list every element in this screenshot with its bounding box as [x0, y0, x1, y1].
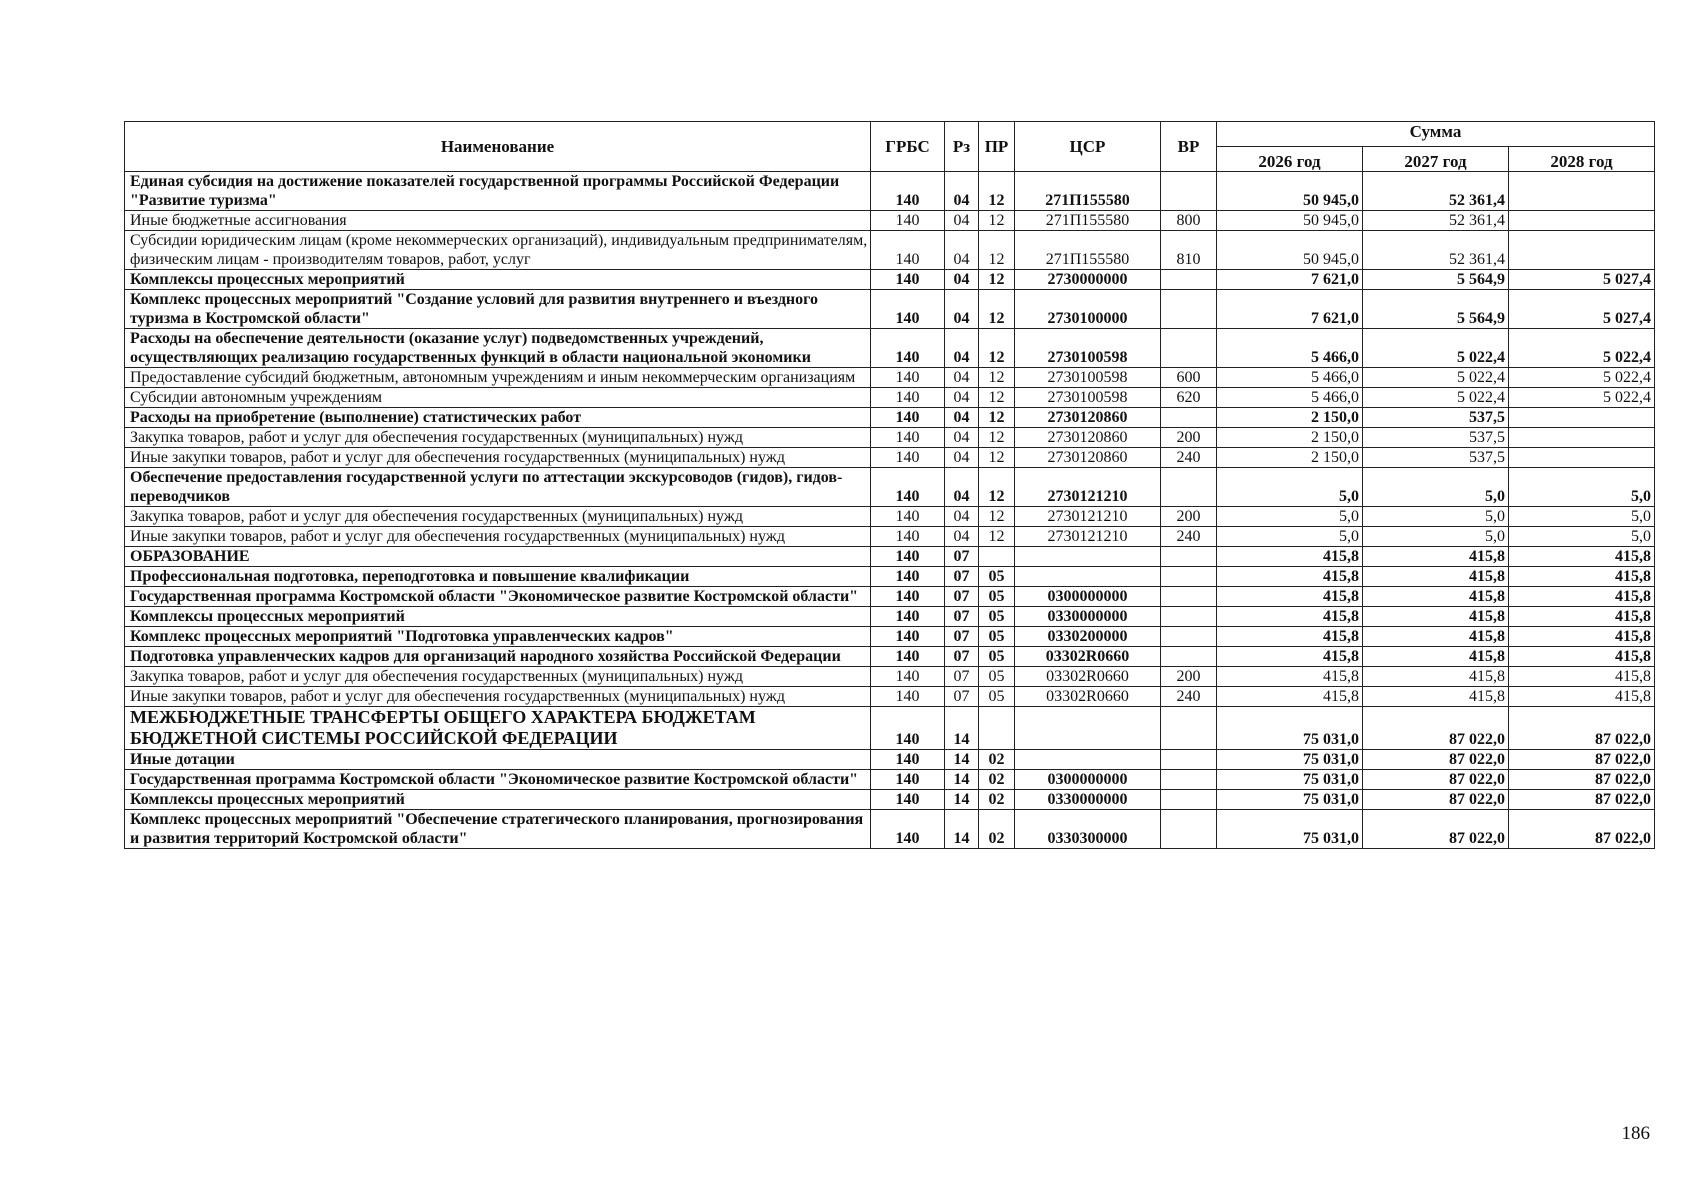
- cell-pr: 12: [979, 290, 1015, 329]
- cell-name: Предоставление субсидий бюджетным, автономным учреждениям и иным некоммерческим организациям: [125, 368, 871, 388]
- table-row: [125, 388, 1655, 408]
- cell-amount-2026: 415,8: [1217, 647, 1363, 667]
- cell-amount-2028: 415,8: [1509, 627, 1655, 647]
- table-row: [125, 468, 1655, 507]
- cell-amount-2027: 415,8: [1363, 667, 1509, 687]
- cell-name: МЕЖБЮДЖЕТНЫЕ ТРАНСФЕРТЫ ОБЩЕГО ХАРАКТЕРА БЮДЖЕТАМ БЮДЖЕТНОЙ СИСТЕМЫ РОССИЙСКОЙ ФЕДЕРАЦИИ: [125, 707, 871, 750]
- cell-amount-2026: 50 945,0: [1217, 211, 1363, 231]
- cell-amount-2028: 87 022,0: [1509, 810, 1655, 849]
- cell-vr: 240: [1161, 527, 1217, 547]
- cell-pr: 12: [979, 388, 1015, 408]
- cell-rz: 04: [945, 172, 979, 211]
- cell-amount-2028: [1509, 172, 1655, 211]
- cell-amount-2028: 5 022,4: [1509, 388, 1655, 408]
- cell-amount-2026: 75 031,0: [1217, 770, 1363, 790]
- cell-csr: 2730100598: [1015, 388, 1161, 408]
- cell-rz: 07: [945, 667, 979, 687]
- cell-grbs: 140: [871, 408, 945, 428]
- cell-vr: [1161, 468, 1217, 507]
- cell-csr: 2730121210: [1015, 507, 1161, 527]
- cell-amount-2027: 5,0: [1363, 527, 1509, 547]
- cell-vr: [1161, 408, 1217, 428]
- table-row: [125, 587, 1655, 607]
- cell-amount-2028: 5 022,4: [1509, 329, 1655, 368]
- cell-grbs: 140: [871, 270, 945, 290]
- cell-csr: [1015, 567, 1161, 587]
- cell-grbs: 140: [871, 290, 945, 329]
- cell-name: Иные закупки товаров, работ и услуг для обеспечения государственных (муниципальных) нужд: [125, 527, 871, 547]
- cell-csr: 2730100000: [1015, 290, 1161, 329]
- cell-amount-2027: 415,8: [1363, 647, 1509, 667]
- cell-amount-2026: 2 150,0: [1217, 448, 1363, 468]
- cell-pr: 05: [979, 647, 1015, 667]
- cell-amount-2026: 5 466,0: [1217, 368, 1363, 388]
- cell-name: Закупка товаров, работ и услуг для обеспечения государственных (муниципальных) нужд: [125, 428, 871, 448]
- cell-rz: 04: [945, 527, 979, 547]
- cell-amount-2028: 415,8: [1509, 687, 1655, 707]
- cell-csr: 2730121210: [1015, 468, 1161, 507]
- cell-rz: 07: [945, 587, 979, 607]
- header-grbs: ГРБС: [871, 122, 945, 172]
- cell-amount-2026: 415,8: [1217, 627, 1363, 647]
- cell-amount-2027: 52 361,4: [1363, 231, 1509, 270]
- table-row: [125, 428, 1655, 448]
- cell-grbs: 140: [871, 627, 945, 647]
- cell-amount-2026: 75 031,0: [1217, 750, 1363, 770]
- cell-vr: [1161, 290, 1217, 329]
- cell-grbs: 140: [871, 770, 945, 790]
- header-sum: Сумма: [1217, 122, 1655, 147]
- table-row: [125, 790, 1655, 810]
- cell-vr: [1161, 587, 1217, 607]
- cell-amount-2028: 5 027,4: [1509, 290, 1655, 329]
- cell-amount-2027: 87 022,0: [1363, 810, 1509, 849]
- cell-grbs: 140: [871, 211, 945, 231]
- header-year-2028: 2028 год: [1509, 147, 1655, 172]
- cell-amount-2026: 2 150,0: [1217, 408, 1363, 428]
- cell-amount-2027: 537,5: [1363, 408, 1509, 428]
- cell-name: Расходы на приобретение (выполнение) статистических работ: [125, 408, 871, 428]
- cell-grbs: 140: [871, 468, 945, 507]
- table-row: [125, 707, 1655, 750]
- cell-pr: 12: [979, 468, 1015, 507]
- cell-vr: [1161, 172, 1217, 211]
- cell-grbs: 140: [871, 607, 945, 627]
- cell-vr: [1161, 790, 1217, 810]
- cell-amount-2028: 87 022,0: [1509, 750, 1655, 770]
- cell-vr: [1161, 270, 1217, 290]
- cell-amount-2026: 75 031,0: [1217, 707, 1363, 750]
- cell-csr: 2730120860: [1015, 408, 1161, 428]
- cell-name: Государственная программа Костромской области "Экономическое развитие Костромской области": [125, 770, 871, 790]
- cell-grbs: 140: [871, 172, 945, 211]
- cell-amount-2028: [1509, 211, 1655, 231]
- cell-amount-2027: 87 022,0: [1363, 707, 1509, 750]
- cell-amount-2028: 415,8: [1509, 547, 1655, 567]
- cell-amount-2026: 50 945,0: [1217, 231, 1363, 270]
- cell-amount-2028: 415,8: [1509, 567, 1655, 587]
- cell-rz: 04: [945, 448, 979, 468]
- cell-grbs: 140: [871, 547, 945, 567]
- cell-amount-2026: 5,0: [1217, 468, 1363, 507]
- cell-vr: [1161, 329, 1217, 368]
- cell-csr: 2730120860: [1015, 428, 1161, 448]
- cell-amount-2026: 415,8: [1217, 547, 1363, 567]
- cell-grbs: 140: [871, 790, 945, 810]
- cell-csr: 2730100598: [1015, 368, 1161, 388]
- cell-vr: [1161, 567, 1217, 587]
- header-name: Наименование: [125, 122, 871, 172]
- cell-amount-2026: 5,0: [1217, 527, 1363, 547]
- cell-pr: 05: [979, 687, 1015, 707]
- cell-amount-2026: 415,8: [1217, 567, 1363, 587]
- cell-vr: 200: [1161, 428, 1217, 448]
- cell-pr: 12: [979, 448, 1015, 468]
- cell-pr: [979, 547, 1015, 567]
- cell-amount-2028: 5,0: [1509, 507, 1655, 527]
- cell-amount-2028: [1509, 428, 1655, 448]
- cell-amount-2027: 5,0: [1363, 468, 1509, 507]
- cell-vr: [1161, 707, 1217, 750]
- cell-pr: 12: [979, 172, 1015, 211]
- table-row: [125, 408, 1655, 428]
- cell-csr: [1015, 707, 1161, 750]
- cell-amount-2027: 5 022,4: [1363, 368, 1509, 388]
- cell-name: Комплексы процессных мероприятий: [125, 607, 871, 627]
- cell-pr: 12: [979, 527, 1015, 547]
- cell-amount-2027: 537,5: [1363, 448, 1509, 468]
- cell-name: Комплексы процессных мероприятий: [125, 790, 871, 810]
- cell-grbs: 140: [871, 750, 945, 770]
- cell-amount-2027: 5 564,9: [1363, 270, 1509, 290]
- cell-name: Иные дотации: [125, 750, 871, 770]
- cell-rz: 04: [945, 388, 979, 408]
- cell-vr: [1161, 810, 1217, 849]
- table-row: [125, 329, 1655, 368]
- cell-pr: 12: [979, 211, 1015, 231]
- table-row: [125, 687, 1655, 707]
- cell-amount-2027: 415,8: [1363, 607, 1509, 627]
- cell-grbs: 140: [871, 507, 945, 527]
- table-row: [125, 647, 1655, 667]
- cell-csr: [1015, 547, 1161, 567]
- table-row: [125, 211, 1655, 231]
- cell-amount-2027: 87 022,0: [1363, 770, 1509, 790]
- cell-vr: 200: [1161, 667, 1217, 687]
- table-row: [125, 667, 1655, 687]
- cell-amount-2028: 87 022,0: [1509, 790, 1655, 810]
- cell-csr: 0330300000: [1015, 810, 1161, 849]
- cell-amount-2026: 415,8: [1217, 667, 1363, 687]
- cell-rz: 04: [945, 270, 979, 290]
- cell-amount-2027: 415,8: [1363, 547, 1509, 567]
- cell-pr: 12: [979, 507, 1015, 527]
- cell-amount-2027: 415,8: [1363, 587, 1509, 607]
- cell-amount-2027: 415,8: [1363, 687, 1509, 707]
- cell-amount-2027: 5,0: [1363, 507, 1509, 527]
- cell-rz: 04: [945, 368, 979, 388]
- cell-amount-2026: 7 621,0: [1217, 290, 1363, 329]
- cell-name: Единая субсидия на достижение показателей государственной программы Российской Федерации "Развитие туризма": [125, 172, 871, 211]
- table-row: [125, 607, 1655, 627]
- table-row: [125, 810, 1655, 849]
- cell-amount-2026: 415,8: [1217, 587, 1363, 607]
- table-row: [125, 567, 1655, 587]
- cell-amount-2027: 52 361,4: [1363, 172, 1509, 211]
- cell-vr: 240: [1161, 448, 1217, 468]
- cell-amount-2027: 87 022,0: [1363, 750, 1509, 770]
- cell-grbs: 140: [871, 231, 945, 270]
- cell-name: Субсидии юридическим лицам (кроме некоммерческих организаций), индивидуальным предпринимателям, физическим лицам - производителям товаров, работ, услуг: [125, 231, 871, 270]
- cell-amount-2026: 5,0: [1217, 507, 1363, 527]
- cell-vr: [1161, 750, 1217, 770]
- cell-amount-2028: 415,8: [1509, 587, 1655, 607]
- cell-rz: 14: [945, 770, 979, 790]
- cell-rz: 04: [945, 211, 979, 231]
- cell-grbs: 140: [871, 810, 945, 849]
- cell-csr: 0300000000: [1015, 587, 1161, 607]
- cell-csr: 2730100598: [1015, 329, 1161, 368]
- cell-csr: 271П155580: [1015, 211, 1161, 231]
- cell-amount-2028: 5,0: [1509, 527, 1655, 547]
- cell-rz: 04: [945, 408, 979, 428]
- cell-rz: 14: [945, 707, 979, 750]
- cell-amount-2028: [1509, 231, 1655, 270]
- cell-pr: 02: [979, 790, 1015, 810]
- cell-vr: [1161, 607, 1217, 627]
- cell-grbs: 140: [871, 587, 945, 607]
- cell-name: Комплекс процессных мероприятий "Обеспечение стратегического планирования, прогнозирования и развития территорий Костромской области": [125, 810, 871, 849]
- cell-grbs: 140: [871, 647, 945, 667]
- cell-vr: 620: [1161, 388, 1217, 408]
- header-csr: ЦСР: [1015, 122, 1161, 172]
- cell-grbs: 140: [871, 448, 945, 468]
- cell-amount-2026: 415,8: [1217, 687, 1363, 707]
- cell-rz: 14: [945, 750, 979, 770]
- cell-rz: 07: [945, 687, 979, 707]
- header-pr: ПР: [979, 122, 1015, 172]
- cell-grbs: 140: [871, 527, 945, 547]
- cell-grbs: 140: [871, 667, 945, 687]
- cell-csr: [1015, 750, 1161, 770]
- cell-csr: 03302R0660: [1015, 647, 1161, 667]
- cell-vr: 600: [1161, 368, 1217, 388]
- cell-amount-2028: 5,0: [1509, 468, 1655, 507]
- cell-name: Закупка товаров, работ и услуг для обеспечения государственных (муниципальных) нужд: [125, 667, 871, 687]
- cell-name: Комплекс процессных мероприятий "Подготовка управленческих кадров": [125, 627, 871, 647]
- cell-grbs: 140: [871, 707, 945, 750]
- page-number: 186: [1621, 1123, 1650, 1144]
- cell-vr: [1161, 627, 1217, 647]
- cell-vr: [1161, 770, 1217, 790]
- cell-name: Иные бюджетные ассигнования: [125, 211, 871, 231]
- table-row: [125, 750, 1655, 770]
- cell-pr: 05: [979, 607, 1015, 627]
- cell-amount-2026: 2 150,0: [1217, 428, 1363, 448]
- cell-csr: 271П155580: [1015, 231, 1161, 270]
- cell-pr: 12: [979, 428, 1015, 448]
- cell-rz: 14: [945, 810, 979, 849]
- table-row: [125, 448, 1655, 468]
- cell-rz: 04: [945, 468, 979, 507]
- table-row: [125, 290, 1655, 329]
- cell-amount-2027: 5 564,9: [1363, 290, 1509, 329]
- cell-rz: 07: [945, 647, 979, 667]
- table-row: [125, 231, 1655, 270]
- cell-rz: 04: [945, 231, 979, 270]
- cell-pr: 05: [979, 587, 1015, 607]
- cell-rz: 07: [945, 627, 979, 647]
- table-row: [125, 627, 1655, 647]
- table-row: [125, 368, 1655, 388]
- header-vr: ВР: [1161, 122, 1217, 172]
- cell-name: Субсидии автономным учреждениям: [125, 388, 871, 408]
- cell-pr: 12: [979, 270, 1015, 290]
- cell-amount-2027: 5 022,4: [1363, 388, 1509, 408]
- cell-rz: 04: [945, 507, 979, 527]
- cell-amount-2027: 537,5: [1363, 428, 1509, 448]
- header-year-2027: 2027 год: [1363, 147, 1509, 172]
- table-row: [125, 507, 1655, 527]
- header-year-2026: 2026 год: [1217, 147, 1363, 172]
- cell-amount-2026: 5 466,0: [1217, 388, 1363, 408]
- header-rz: Рз: [945, 122, 979, 172]
- cell-name: Закупка товаров, работ и услуг для обеспечения государственных (муниципальных) нужд: [125, 507, 871, 527]
- cell-csr: 0300000000: [1015, 770, 1161, 790]
- cell-vr: 200: [1161, 507, 1217, 527]
- budget-table: [124, 121, 1655, 849]
- cell-amount-2028: 5 027,4: [1509, 270, 1655, 290]
- cell-name: Государственная программа Костромской области "Экономическое развитие Костромской области": [125, 587, 871, 607]
- cell-rz: 04: [945, 329, 979, 368]
- cell-pr: 02: [979, 810, 1015, 849]
- cell-csr: 0330200000: [1015, 627, 1161, 647]
- cell-name: Иные закупки товаров, работ и услуг для обеспечения государственных (муниципальных) нужд: [125, 687, 871, 707]
- cell-name: Комплекс процессных мероприятий "Создание условий для развития внутреннего и въездного туризма в Костромской области": [125, 290, 871, 329]
- cell-vr: 810: [1161, 231, 1217, 270]
- cell-csr: 2730120860: [1015, 448, 1161, 468]
- cell-amount-2026: 75 031,0: [1217, 810, 1363, 849]
- cell-rz: 04: [945, 290, 979, 329]
- cell-amount-2027: 52 361,4: [1363, 211, 1509, 231]
- cell-rz: 07: [945, 607, 979, 627]
- cell-pr: 12: [979, 329, 1015, 368]
- cell-csr: 0330000000: [1015, 790, 1161, 810]
- cell-pr: [979, 707, 1015, 750]
- cell-vr: 240: [1161, 687, 1217, 707]
- cell-amount-2028: 415,8: [1509, 607, 1655, 627]
- cell-amount-2027: 415,8: [1363, 567, 1509, 587]
- cell-amount-2028: 415,8: [1509, 667, 1655, 687]
- cell-name: Расходы на обеспечение деятельности (оказание услуг) подведомственных учреждений, осуществляющих реализацию государственных функций в области национальной экономики: [125, 329, 871, 368]
- cell-name: Иные закупки товаров, работ и услуг для обеспечения государственных (муниципальных) нужд: [125, 448, 871, 468]
- cell-name: Профессиональная подготовка, переподготовка и повышение квалификации: [125, 567, 871, 587]
- cell-name: ОБРАЗОВАНИЕ: [125, 547, 871, 567]
- cell-csr: 2730121210: [1015, 527, 1161, 547]
- cell-pr: 02: [979, 770, 1015, 790]
- cell-csr: 0330000000: [1015, 607, 1161, 627]
- cell-name: Подготовка управленческих кадров для организаций народного хозяйства Российской Федерации: [125, 647, 871, 667]
- cell-grbs: 140: [871, 388, 945, 408]
- cell-amount-2027: 5 022,4: [1363, 329, 1509, 368]
- cell-amount-2027: 415,8: [1363, 627, 1509, 647]
- cell-amount-2028: 5 022,4: [1509, 368, 1655, 388]
- cell-amount-2026: 75 031,0: [1217, 790, 1363, 810]
- cell-csr: 271П155580: [1015, 172, 1161, 211]
- cell-grbs: 140: [871, 329, 945, 368]
- table-row: [125, 172, 1655, 211]
- table-row: [125, 270, 1655, 290]
- table-body: [125, 172, 1655, 849]
- cell-amount-2026: 5 466,0: [1217, 329, 1363, 368]
- table-row: [125, 547, 1655, 567]
- cell-pr: 12: [979, 408, 1015, 428]
- cell-name: Обеспечение предоставления государственной услуги по аттестации экскурсоводов (гидов), гидов-переводчиков: [125, 468, 871, 507]
- cell-vr: 800: [1161, 211, 1217, 231]
- cell-name: Комплексы процессных мероприятий: [125, 270, 871, 290]
- cell-amount-2028: [1509, 408, 1655, 428]
- cell-grbs: 140: [871, 368, 945, 388]
- cell-vr: [1161, 547, 1217, 567]
- cell-grbs: 140: [871, 428, 945, 448]
- cell-pr: 12: [979, 231, 1015, 270]
- cell-csr: 2730000000: [1015, 270, 1161, 290]
- cell-rz: 14: [945, 790, 979, 810]
- cell-amount-2026: 50 945,0: [1217, 172, 1363, 211]
- cell-amount-2028: [1509, 448, 1655, 468]
- cell-grbs: 140: [871, 687, 945, 707]
- cell-csr: 03302R0660: [1015, 687, 1161, 707]
- cell-grbs: 140: [871, 567, 945, 587]
- cell-pr: 05: [979, 667, 1015, 687]
- cell-pr: 12: [979, 368, 1015, 388]
- cell-pr: 05: [979, 627, 1015, 647]
- cell-rz: 04: [945, 428, 979, 448]
- cell-vr: [1161, 647, 1217, 667]
- cell-rz: 07: [945, 547, 979, 567]
- cell-amount-2026: 7 621,0: [1217, 270, 1363, 290]
- table-row: [125, 527, 1655, 547]
- cell-pr: 02: [979, 750, 1015, 770]
- cell-amount-2028: 87 022,0: [1509, 770, 1655, 790]
- table-row: [125, 770, 1655, 790]
- cell-amount-2028: 87 022,0: [1509, 707, 1655, 750]
- cell-pr: 05: [979, 567, 1015, 587]
- cell-amount-2026: 415,8: [1217, 607, 1363, 627]
- cell-amount-2027: 87 022,0: [1363, 790, 1509, 810]
- cell-amount-2028: 415,8: [1509, 647, 1655, 667]
- cell-csr: 03302R0660: [1015, 667, 1161, 687]
- cell-rz: 07: [945, 567, 979, 587]
